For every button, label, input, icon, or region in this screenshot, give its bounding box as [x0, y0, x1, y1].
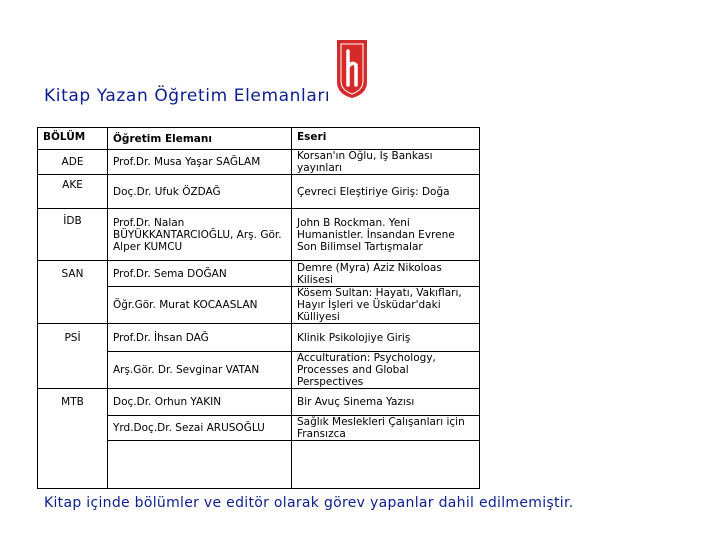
lecturer-cell: Arş.Gör. Dr. Sevginar VATAN	[108, 352, 292, 389]
department-cell	[38, 441, 108, 489]
department-cell: AKE	[38, 175, 108, 209]
work-cell: Klinik Psikolojiye Giriş	[292, 324, 480, 352]
table-row	[38, 209, 480, 261]
page-title: Kitap Yazan Öğretim Elemanları	[44, 86, 331, 106]
department-cell	[38, 287, 108, 324]
table-row	[38, 416, 480, 441]
table-row	[38, 261, 480, 287]
faculty-books-table	[37, 127, 480, 489]
lecturer-cell: Prof.Dr. Nalan BÜYÜKKANTARCIOĞLU, Arş. Gör. Alper KUMCU	[108, 209, 292, 261]
work-cell: Çevreci Eleştiriye Giriş: Doğa	[292, 175, 480, 209]
department-cell	[38, 352, 108, 389]
work-cell: Sağlık Meslekleri Çalışanları için Fransızca	[292, 416, 480, 441]
table-row	[38, 352, 480, 389]
department-cell	[38, 416, 108, 441]
university-h-logo-icon	[333, 38, 371, 100]
table-row	[38, 389, 480, 416]
work-cell: Korsan'ın Oğlu, İş Bankası yayınları	[292, 150, 480, 175]
work-cell: Bir Avuç Sinema Yazısı	[292, 389, 480, 416]
work-cell: Kösem Sultan: Hayatı, Vakıfları, Hayır İşleri ve Üsküdar'daki Külliyesi	[292, 287, 480, 324]
work-cell	[292, 441, 480, 489]
work-cell: Demre (Myra) Aziz Nikoloas Kilisesi	[292, 261, 480, 287]
table-row	[38, 175, 480, 209]
lecturer-cell: Yrd.Doç.Dr. Sezai ARUSOĞLU	[108, 416, 292, 441]
lecturer-cell: Prof.Dr. Sema DOĞAN	[108, 261, 292, 287]
lecturer-cell: Doç.Dr. Ufuk ÖZDAĞ	[108, 175, 292, 209]
department-cell: PSİ	[38, 324, 108, 352]
footer-note: Kitap içinde bölümler ve editör olarak görev yapanlar dahil edilmemiştir.	[44, 495, 574, 511]
work-cell: Acculturation: Psychology, Processes and Global Perspectives	[292, 352, 480, 389]
department-cell: ADE	[38, 150, 108, 175]
lecturer-cell: Prof.Dr. Musa Yaşar SAĞLAM	[108, 150, 292, 175]
department-cell: SAN	[38, 261, 108, 287]
header-department: BÖLÜM	[38, 128, 108, 150]
table-row	[38, 324, 480, 352]
lecturer-cell: Prof.Dr. İhsan DAĞ	[108, 324, 292, 352]
lecturer-cell	[108, 441, 292, 489]
lecturer-cell: Doç.Dr. Orhun YAKIN	[108, 389, 292, 416]
lecturer-cell: Öğr.Gör. Murat KOCAASLAN	[108, 287, 292, 324]
header-lecturer: Öğretim Elemanı	[108, 128, 292, 150]
table-row	[38, 441, 480, 489]
work-cell: John B Rockman. Yeni Humanistler. İnsandan Evrene Son Bilimsel Tartışmalar	[292, 209, 480, 261]
table-row	[38, 150, 480, 175]
department-cell: İDB	[38, 209, 108, 261]
table-row	[38, 287, 480, 324]
header-work: Eseri	[292, 128, 480, 150]
department-cell: MTB	[38, 389, 108, 416]
table-header-row	[38, 128, 480, 150]
